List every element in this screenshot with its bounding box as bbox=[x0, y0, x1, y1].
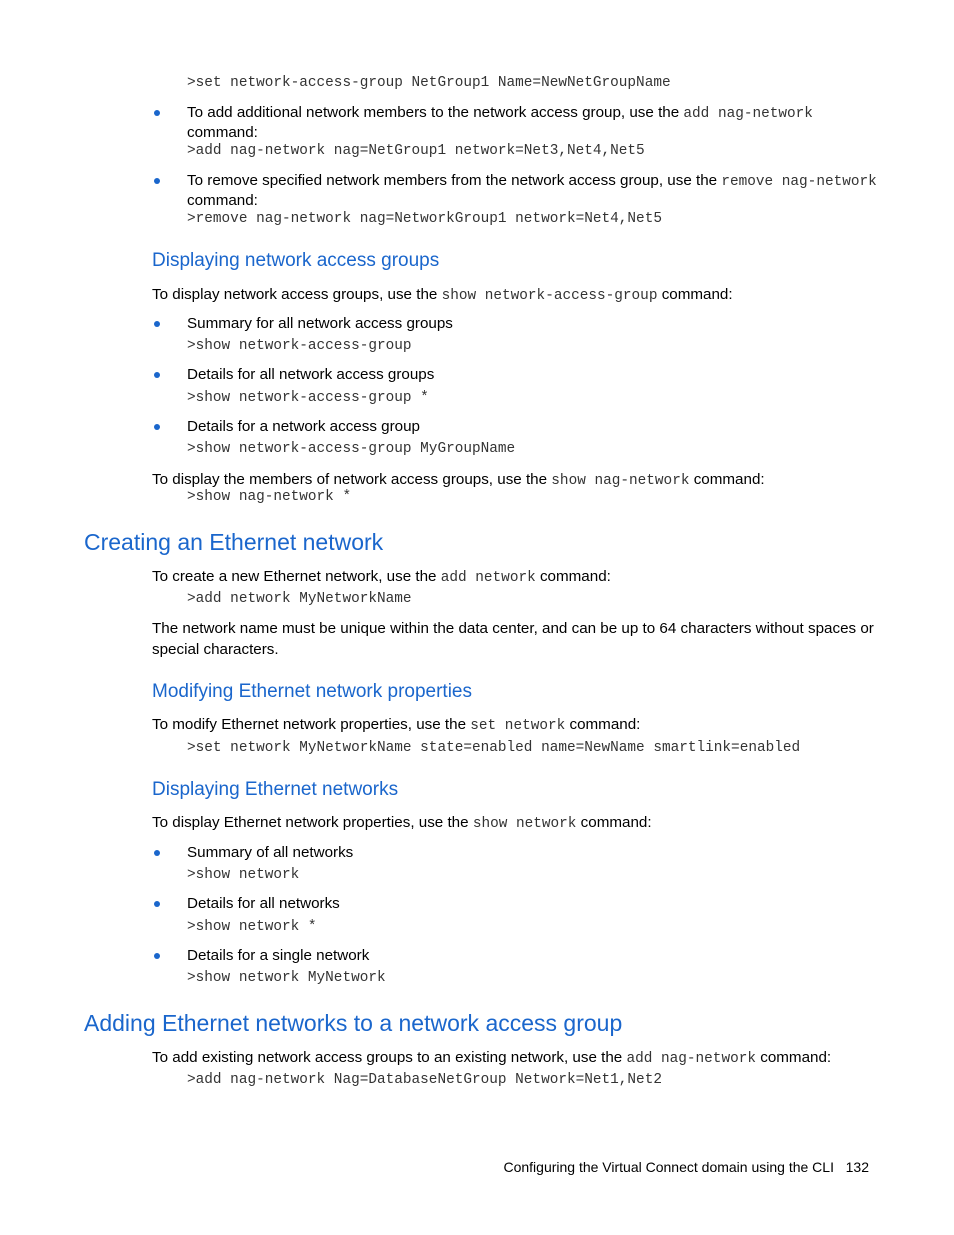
bullet-icon bbox=[154, 953, 160, 959]
list-item-text: Details for all networks bbox=[187, 895, 340, 912]
section-heading: Modifying Ethernet network properties bbox=[152, 681, 472, 702]
code-example: >show network-access-group bbox=[187, 338, 412, 354]
list-item-text: Details for a network access group bbox=[187, 418, 420, 435]
paragraph bbox=[152, 715, 640, 736]
paragraph-cont: special characters. bbox=[152, 641, 279, 658]
text-segment: To add existing network access groups to an existing network, use the bbox=[152, 1049, 627, 1066]
inline-code: add nag-network bbox=[683, 106, 813, 122]
text-segment: To modify Ethernet network properties, use the bbox=[152, 716, 471, 733]
section-heading: Displaying Ethernet networks bbox=[152, 779, 399, 800]
text-segment: command: bbox=[756, 1049, 832, 1066]
chapter-heading: Creating an Ethernet network bbox=[84, 529, 384, 555]
code-example: >add nag-network nag=NetGroup1 network=Net3,Net4,Net5 bbox=[187, 143, 645, 159]
paragraph bbox=[152, 1048, 831, 1069]
text-segment: command: bbox=[535, 568, 611, 585]
page-footer bbox=[503, 1159, 869, 1175]
list-item-text: Details for all network access groups bbox=[187, 366, 435, 383]
list-item-text: Summary of all networks bbox=[187, 844, 354, 861]
bullet-icon bbox=[154, 178, 160, 184]
inline-code: show network-access-group bbox=[441, 288, 658, 304]
bullet-icon bbox=[154, 110, 160, 116]
text-segment: To display Ethernet network properties, use the bbox=[152, 814, 473, 831]
code-example: >remove nag-network nag=NetworkGroup1 network=Net4,Net5 bbox=[187, 211, 662, 227]
inline-code: add nag-network bbox=[626, 1051, 756, 1067]
text-segment: To create a new Ethernet network, use the bbox=[152, 568, 441, 585]
code-example: >show network-access-group * bbox=[187, 390, 429, 406]
text-segment: command: bbox=[576, 814, 652, 831]
inline-code: set network bbox=[470, 718, 566, 734]
list-item-text: Details for a single network bbox=[187, 947, 370, 964]
paragraph bbox=[152, 567, 611, 588]
bullet-icon bbox=[154, 850, 160, 856]
inline-code: show nag-network bbox=[551, 473, 690, 489]
code-example: >show network * bbox=[187, 919, 317, 935]
text-segment: To add additional network members to the network access group, use the bbox=[187, 104, 684, 121]
list-item-text: Summary for all network access groups bbox=[187, 315, 453, 332]
inline-code: show network bbox=[472, 816, 577, 832]
text-segment: To display the members of network access groups, use the bbox=[152, 471, 552, 488]
code-example: >set network-access-group NetGroup1 Name=NewNetGroupName bbox=[187, 75, 671, 91]
text-segment: To display network access groups, use the bbox=[152, 286, 442, 303]
code-example: >set network MyNetworkName state=enabled name=NewName smartlink=enabled bbox=[187, 740, 801, 756]
bullet-icon bbox=[154, 424, 160, 430]
page-number: 132 bbox=[845, 1159, 869, 1175]
text-segment: command: bbox=[657, 286, 733, 303]
code-example: >show nag-network * bbox=[187, 489, 352, 505]
list-item-text-cont: command: bbox=[187, 124, 258, 141]
inline-code: remove nag-network bbox=[721, 174, 877, 190]
paragraph: The network name must be unique within the data center, and can be up to 64 characters without spaces or bbox=[152, 620, 874, 637]
code-example: >show network bbox=[187, 867, 300, 883]
list-item-text bbox=[187, 103, 813, 124]
code-example: >show network MyNetwork bbox=[187, 970, 386, 986]
paragraph bbox=[152, 470, 765, 491]
inline-code: add network bbox=[440, 570, 536, 586]
text-segment: command: bbox=[565, 716, 641, 733]
list-item-text-cont: command: bbox=[187, 192, 258, 209]
paragraph bbox=[152, 813, 652, 834]
list-item-text bbox=[187, 171, 877, 192]
bullet-icon bbox=[154, 321, 160, 327]
bullet-icon bbox=[154, 901, 160, 907]
section-heading: Displaying network access groups bbox=[152, 250, 440, 271]
bullet-icon bbox=[154, 372, 160, 378]
chapter-heading: Adding Ethernet networks to a network access group bbox=[84, 1010, 623, 1036]
code-example: >add network MyNetworkName bbox=[187, 591, 412, 607]
text-segment: To remove specified network members from the network access group, use the bbox=[187, 172, 722, 189]
code-example: >add nag-network Nag=DatabaseNetGroup Network=Net1,Net2 bbox=[187, 1072, 662, 1088]
code-example: >show network-access-group MyGroupName bbox=[187, 441, 516, 457]
paragraph bbox=[152, 285, 733, 306]
text-segment: command: bbox=[689, 471, 765, 488]
footer-text: Configuring the Virtual Connect domain using the CLI bbox=[503, 1159, 834, 1175]
